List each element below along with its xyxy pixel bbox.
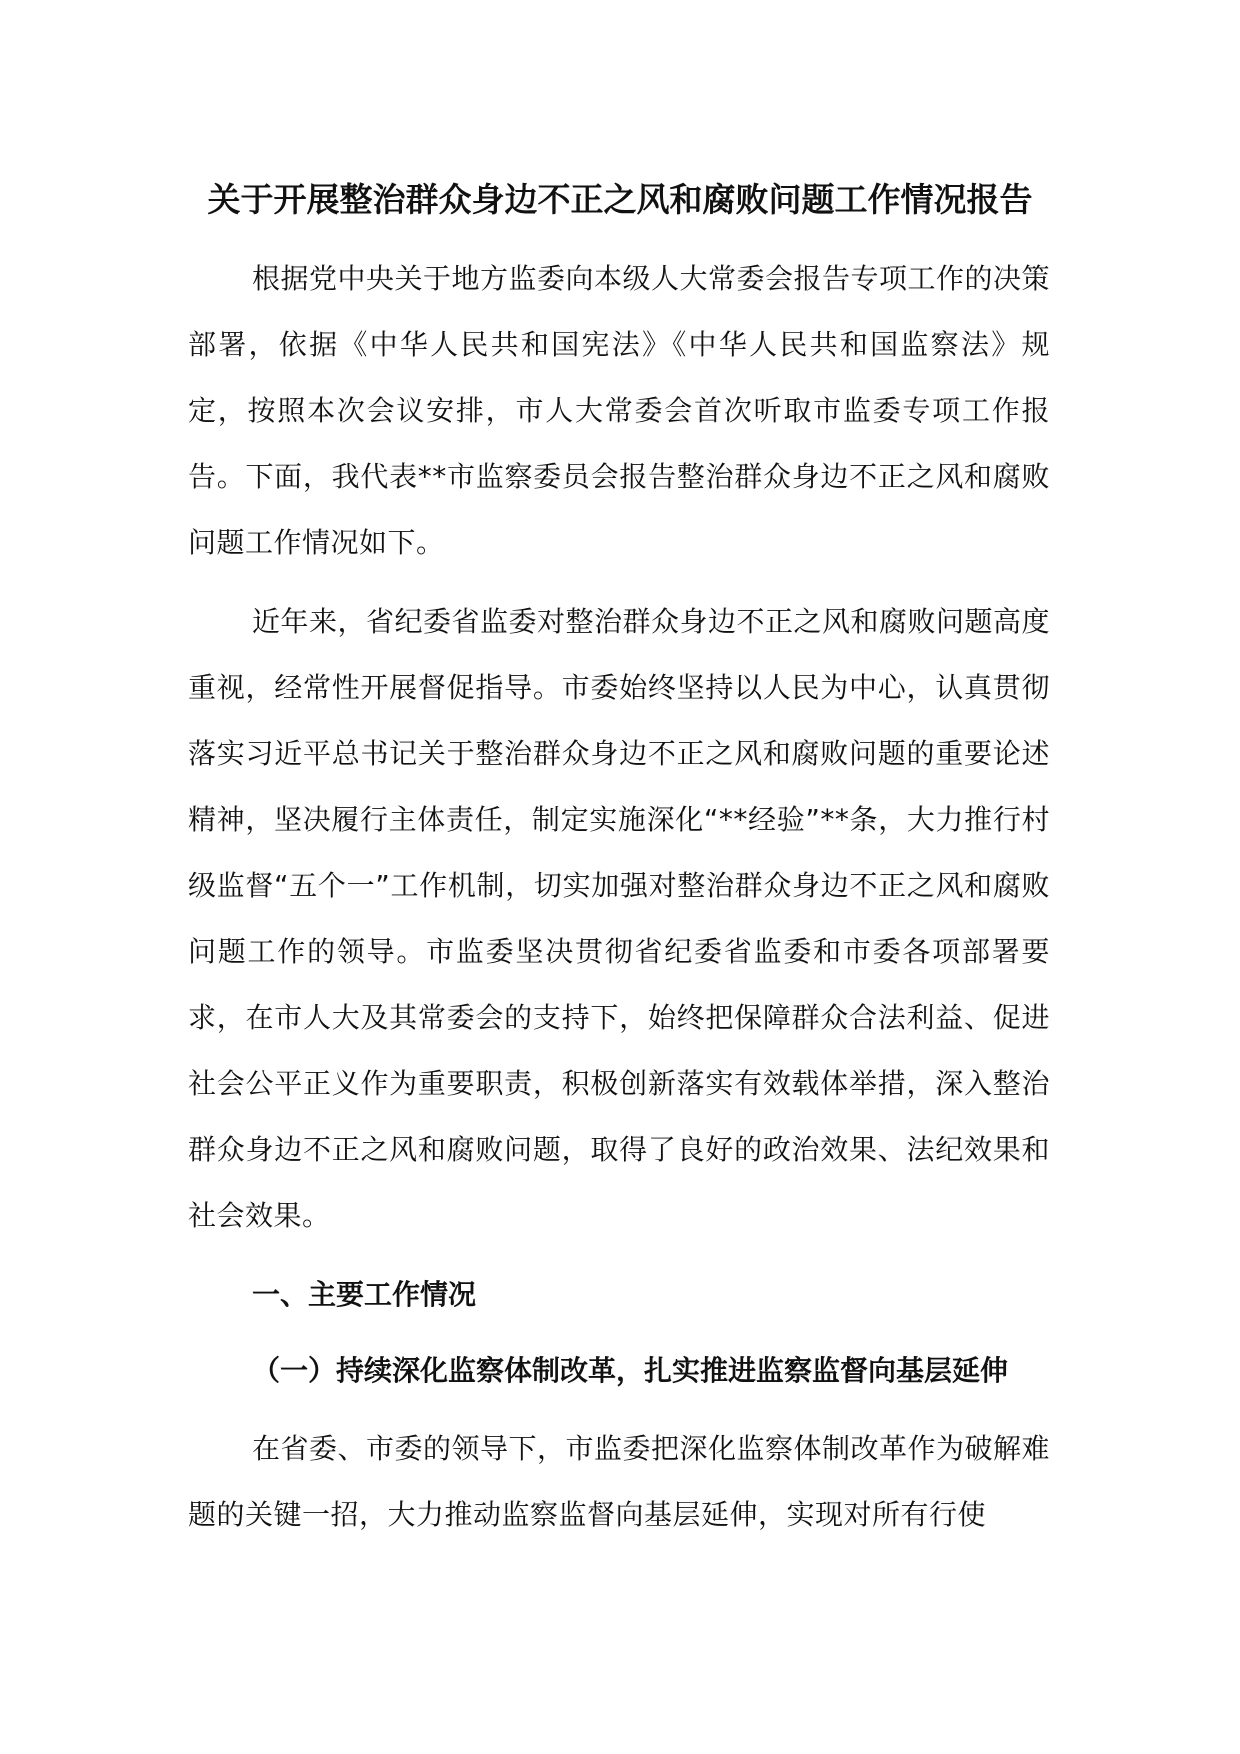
- section-heading: 一、主要工作情况: [252, 1278, 477, 1311]
- paragraph-intro: 根据党中央关于地方监委向本级人大常委会报告专项工作的决策部署，依据《中华人民共和国宪法》《中华人民共和国监察法》规定，按照本次会议安排，市人大常委会首次听取市监委专项工作报告。下面，我代表**市监察委员会报告整治群众身边不正之风和腐败问题工作情况如下。: [188, 262, 1051, 559]
- document-title: 关于开展整治群众身边不正之风和腐败问题工作情况报告: [207, 180, 1033, 219]
- subsection-heading: （一）持续深化监察体制改革，扎实推进监察监督向基层延伸: [252, 1354, 1009, 1387]
- paragraph-background: 近年来，省纪委省监委对整治群众身边不正之风和腐败问题高度重视，经常性开展督促指导。市委始终坚持以人民为中心，认真贯彻落实习近平总书记关于整治群众身边不正之风和腐败问题的重要论述精神，坚决履行主体责任，制定实施深化“**经验”**条，大力推行村级监督“五个一”工作机制，切实加强对整治群众身边不正之风和腐败问题工作的领导。市监委坚决贯彻省纪委省监委和市委各项部署要求，在市人大及其常委会的支持下，始终把保障群众合法利益、促进社会公平正义作为重要职责，积极创新落实有效载体举措，深入整治群众身边不正之风和腐败问题，取得了良好的政治效果、法纪效果和社会效果。: [188, 605, 1051, 1232]
- paragraph-reform: 在省委、市委的领导下，市监委把深化监察体制改革作为破解难题的关键一招，大力推动监察监督向基层延伸，实现对所有行使: [188, 1432, 1051, 1531]
